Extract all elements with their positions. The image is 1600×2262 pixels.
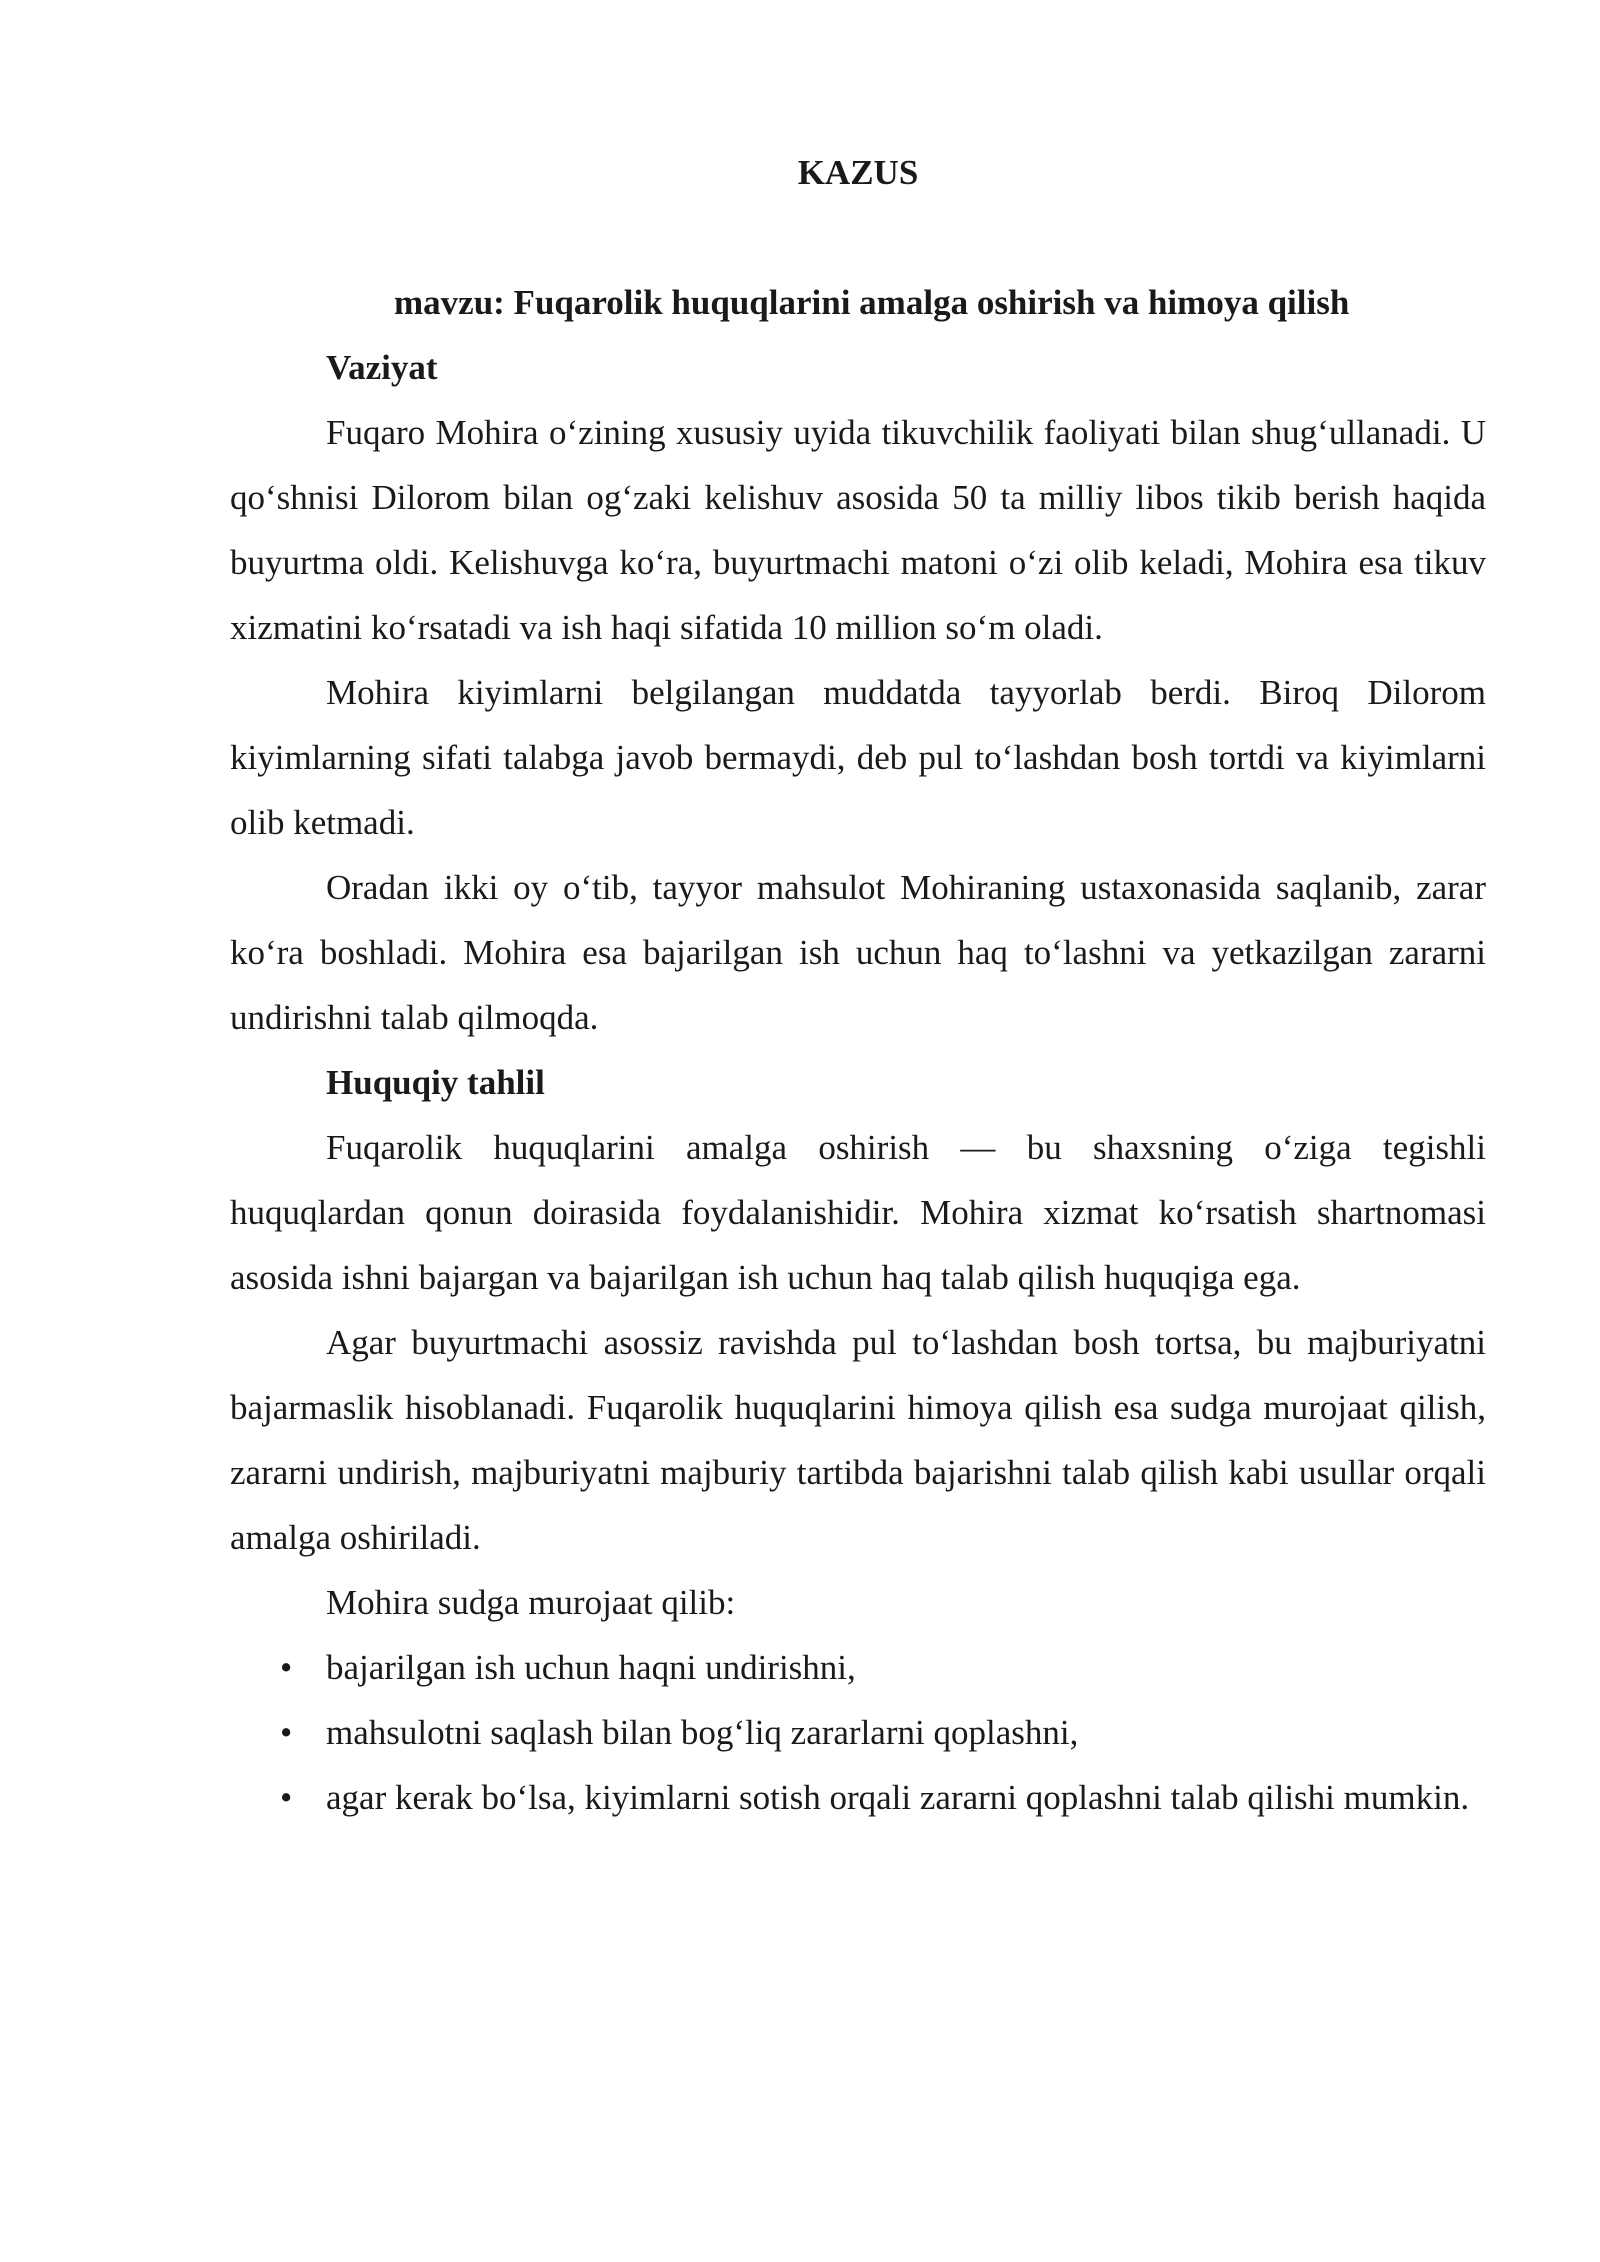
bullet-icon: • xyxy=(280,1713,293,1752)
document-subtitle: mavzu: Fuqarolik huquqlarini amalga oshirish va himoya qilish xyxy=(394,283,1350,322)
list-item-text: bajarilgan ish uchun haqni undirishni, xyxy=(326,1648,856,1687)
paragraph-1: Fuqaro Mohira o‘zining xususiy uyida tikuvchilik faoliyati bilan shug‘ullanadi. U qo‘shnisi Dilorom bilan og‘zaki kelishuv asosida 50 ta milliy libos tikib berish haqida buyurtma oldi. Kelishuvga ko‘ra, buyurtmachi matoni o‘zi olib keladi, Mohira esa tikuv xizmatini ko‘rsatadi va ish haqi sifatida 10 million so‘m oladi. xyxy=(230,413,1486,647)
document-page xyxy=(230,140,1486,1830)
list-item xyxy=(230,1765,1486,1830)
list-item xyxy=(230,1700,1486,1765)
document-title: KAZUS xyxy=(797,153,919,192)
claims-list xyxy=(230,1635,1486,1830)
paragraph-3: Oradan ikki oy o‘tib, tayyor mahsulot Mohiraning ustaxonasida saqlanib, zarar ko‘ra boshladi. Mohira esa bajarilgan ish uchun haq to‘lashni va yetkazilgan zararni undirishni talab qilmoqda. xyxy=(230,868,1486,1037)
paragraph-5: Agar buyurtmachi asossiz ravishda pul to‘lashdan bosh tortsa, bu majburiyatni bajarmaslik hisoblanadi. Fuqarolik huquqlarini himoya qilish esa sudga murojaat qilish, zararni undirish, majburiyatni majburiy tartibda bajarishni talab qilish kabi usullar orqali amalga oshiriladi. xyxy=(230,1323,1486,1557)
bullet-icon: • xyxy=(280,1778,293,1817)
section-heading-legal-analysis: Huquqiy tahlil xyxy=(326,1063,545,1102)
bullet-icon: • xyxy=(280,1648,293,1687)
list-item-text: agar kerak bo‘lsa, kiyimlarni sotish orqali zararni qoplashni talab qilishi mumkin. xyxy=(326,1778,1470,1817)
paragraph-4: Fuqarolik huquqlarini amalga oshirish — bu shaxsning o‘ziga tegishli huquqlardan qonun doirasida foydalanishidir. Mohira xizmat ko‘rsatish shartnomasi asosida ishni bajargan va bajarilgan ish uchun haq talab qilish huquqiga ega. xyxy=(230,1128,1486,1297)
list-item xyxy=(230,1635,1486,1700)
paragraph-2: Mohira kiyimlarni belgilangan muddatda tayyorlab berdi. Biroq Dilorom kiyimlarning sifati talabga javob bermaydi, deb pul to‘lashdan bosh tortdi va kiyimlarni olib ketmadi. xyxy=(230,673,1486,842)
list-item-text: mahsulotni saqlash bilan bog‘liq zararlarni qoplashni, xyxy=(326,1713,1079,1752)
paragraph-6: Mohira sudga murojaat qilib: xyxy=(326,1583,736,1622)
section-heading-situation: Vaziyat xyxy=(326,348,438,387)
